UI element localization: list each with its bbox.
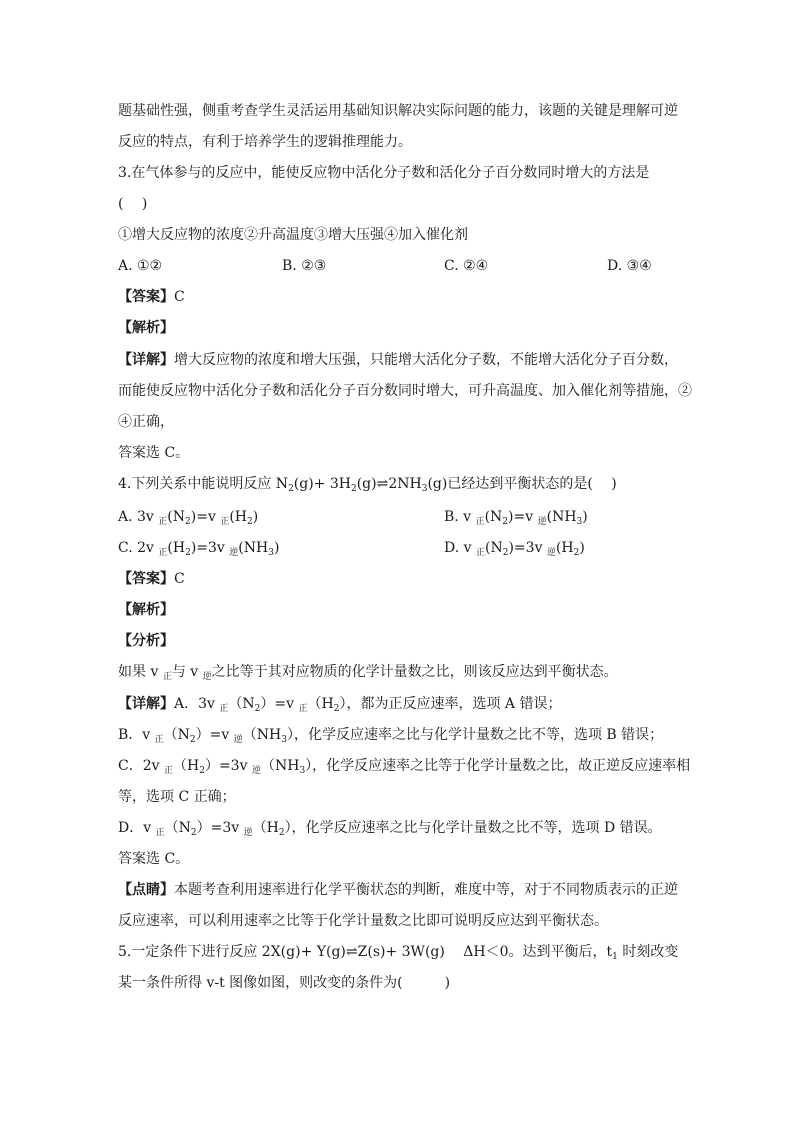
subscript: 逆 <box>537 517 547 527</box>
fx-part: 与 v <box>171 664 203 680</box>
q4-stem-part: (g)已经达到平衡状态的是( ) <box>427 476 617 492</box>
d-part: （NH <box>260 758 300 774</box>
subscript: 2 <box>247 517 253 527</box>
subscript: 2 <box>288 484 294 494</box>
question-3-detail-line: 而能使反应物中活化分子数和活化分子百分数同时增大，可升高温度、加入催化剂等措施，② <box>118 383 692 399</box>
question-3-detail-line <box>118 350 688 370</box>
subscript: 2 <box>502 517 509 527</box>
question-4-final-answer: 答案选 C。 <box>118 851 190 867</box>
dianjing-text: 本题考查利用速率进行化学平衡状态的判断，难度中等，对于不同物质表示的正逆 <box>174 882 678 898</box>
analysis-label <box>118 318 678 338</box>
question-3-option-a: A. ①② <box>118 258 163 274</box>
subscript: 正 <box>298 704 308 714</box>
d-part: （H <box>307 696 334 712</box>
opt-part: (H <box>229 509 247 525</box>
answer-label: 【答案】 <box>118 289 174 305</box>
d-part: ），化学反应速率之比与化学计量数之比不等，选项 B 错误； <box>286 727 664 743</box>
subscript: 正 <box>162 672 172 682</box>
q5-part: Z(s)+ 3W(g) ΔH＜0。达到平衡后，t <box>357 944 613 960</box>
subscript: 正 <box>158 548 168 558</box>
question-4-detail-c-cont: 等，选项 C 正确； <box>118 789 236 805</box>
subscript: 3 <box>421 484 428 494</box>
question-4-option-a <box>118 507 258 527</box>
subscript: 2 <box>573 548 580 558</box>
q4-stem-part: (g)+ 3H <box>293 476 351 492</box>
d-part: （H <box>173 758 200 774</box>
opt-part: A. 3v <box>118 509 159 525</box>
subscript: 正 <box>155 828 165 838</box>
subscript: 逆 <box>229 548 239 558</box>
question-4-dianjing-cont: 反应速率，可以利用速率之比等于化学计量数之比即可说明反应达到平衡状态。 <box>118 913 608 929</box>
subscript: 2 <box>185 517 191 527</box>
question-4-detail-c <box>118 756 691 776</box>
opt-part: (NH <box>546 509 577 525</box>
opt-part: (N <box>167 509 186 525</box>
d-part: （N <box>164 820 191 836</box>
opt-part: (H <box>167 540 186 556</box>
subscript: 2 <box>350 484 357 494</box>
paragraph-line: 反应的特点，有利于培养学生的逻辑推理能力。 <box>118 134 412 150</box>
question-5-stem <box>118 942 678 962</box>
fx-part: 如果 v <box>118 664 163 680</box>
d-part: ）=3v <box>204 758 252 774</box>
question-4-dianjing <box>118 880 678 900</box>
d-part: D．v <box>118 820 156 836</box>
subscript: 2 <box>502 548 509 558</box>
opt-part: D. v <box>444 540 476 556</box>
fenxi-tag: 【分析】 <box>118 633 174 649</box>
subscript: 逆 <box>546 548 556 558</box>
subscript: 正 <box>158 517 168 527</box>
question-4-answer <box>118 569 678 589</box>
subscript: 2 <box>190 828 197 838</box>
d-part: B．v <box>118 727 155 743</box>
subscript: 1 <box>612 952 618 962</box>
question-4-detail-b <box>118 725 678 745</box>
d-part: ），化学反应速率之比与化学计量数之比不等，选项 D 错误。 <box>284 820 662 836</box>
subscript: 逆 <box>202 672 212 682</box>
dianjing-tag: 【点睛】 <box>118 882 174 898</box>
question-5-stem-cont: 某一条件所得 v-t 图像如图，则改变的条件为( ) <box>118 975 451 991</box>
detail-tag: 【详解】 <box>118 352 174 368</box>
opt-part: (H <box>555 540 574 556</box>
opt-part: ) <box>273 540 280 556</box>
subscript: 2 <box>254 704 261 714</box>
opt-part: )=3v <box>508 540 547 556</box>
analysis-tag: 【解析】 <box>118 320 174 336</box>
d-part: ）=3v <box>196 820 244 836</box>
d-part: （H <box>252 820 279 836</box>
question-3-final-answer: 答案选 C。 <box>118 445 190 461</box>
subscript: 3 <box>299 766 306 776</box>
analysis-label <box>118 600 678 620</box>
question-4-fenxi-text <box>118 662 678 682</box>
opt-part: B. v <box>444 509 476 525</box>
opt-part: C. 2v <box>118 540 159 556</box>
subscript: 正 <box>476 548 486 558</box>
subscript: 3 <box>281 735 287 745</box>
detail-text: 增大反应物的浓度和增大压强，只能增大活化分子数，不能增大活化分子百分数， <box>174 352 678 368</box>
d-part: C．2v <box>118 758 164 774</box>
d-part: ）=v <box>260 696 299 712</box>
opt-part: (N <box>485 540 503 556</box>
answer-label: 【答案】 <box>118 571 174 587</box>
detail-tag: 【详解】 <box>118 696 174 712</box>
opt-part: ) <box>579 540 585 556</box>
question-3-option-b: B. ②③ <box>282 258 327 274</box>
d-part: ），都为正反应速率，选项 A 错误； <box>339 696 562 712</box>
d-part: （N <box>228 696 255 712</box>
q5-part: 5.一定条件下进行反应 2X(g)+ Y(g) <box>118 944 346 960</box>
question-4-option-c <box>118 538 279 558</box>
question-3-option-c: C. ②④ <box>444 258 489 274</box>
d-part: ）=v <box>195 727 234 743</box>
equilibrium-arrow-icon: ⇌ <box>345 944 358 960</box>
opt-part: (N <box>484 509 503 525</box>
analysis-tag: 【解析】 <box>118 602 174 618</box>
question-4-stem <box>118 474 678 494</box>
q4-stem-part: 4.下列关系中能说明反应 N <box>118 476 289 492</box>
d-part: A．3v <box>174 696 220 712</box>
question-4-detail-a <box>118 694 678 714</box>
fenxi-label <box>118 631 678 651</box>
q5-part: 时刻改变 <box>617 944 679 960</box>
subscript: 正 <box>219 704 229 714</box>
question-3-detail-line: ④正确， <box>118 414 174 430</box>
subscript: 正 <box>163 766 173 776</box>
opt-part: ) <box>252 509 259 525</box>
subscript: 2 <box>333 704 340 714</box>
question-3-items: ①增大反应物的浓度②升高温度③增大压强④加入催化剂 <box>118 227 468 243</box>
opt-part: ) <box>582 509 588 525</box>
opt-part: )=v <box>190 509 221 525</box>
question-3-answer <box>118 287 678 307</box>
question-3-option-d: D. ③④ <box>607 258 652 274</box>
d-part: （N <box>163 727 190 743</box>
question-3-paren: ( ) <box>118 196 148 212</box>
subscript: 2 <box>185 548 191 558</box>
fx-part: 之比等于其对应物质的化学计量数之比，则该反应达到平衡状态。 <box>211 664 618 680</box>
answer-value: C <box>174 289 185 305</box>
subscript: 3 <box>268 548 274 558</box>
subscript: 2 <box>278 828 285 838</box>
opt-part: )=3v <box>190 540 230 556</box>
question-4-option-d <box>444 538 585 558</box>
d-part: ），化学反应速率之比等于化学计量数之比，故正逆反应速率相 <box>305 758 691 774</box>
question-4-option-b <box>444 507 588 527</box>
opt-part: (NH <box>238 540 269 556</box>
question-4-detail-d <box>118 818 678 838</box>
subscript: 逆 <box>243 828 253 838</box>
d-part: （NH <box>242 727 282 743</box>
subscript: 正 <box>475 517 485 527</box>
subscript: 逆 <box>251 766 261 776</box>
q4-stem-part: (g)⇌2NH <box>356 476 422 492</box>
subscript: 逆 <box>233 735 243 745</box>
subscript: 正 <box>220 517 230 527</box>
question-3-stem: 3.在气体参与的反应中，能使反应物中活化分子数和活化分子百分数同时增大的方法是 <box>118 165 650 181</box>
subscript: 2 <box>189 735 196 745</box>
subscript: 2 <box>199 766 205 776</box>
subscript: 3 <box>576 517 583 527</box>
subscript: 正 <box>154 735 164 745</box>
answer-value: C <box>174 571 185 587</box>
opt-part: )=v <box>508 509 538 525</box>
paragraph-line: 题基础性强，侧重考查学生灵活运用基础知识解决实际问题的能力，该题的关键是理解可逆 <box>118 103 678 119</box>
